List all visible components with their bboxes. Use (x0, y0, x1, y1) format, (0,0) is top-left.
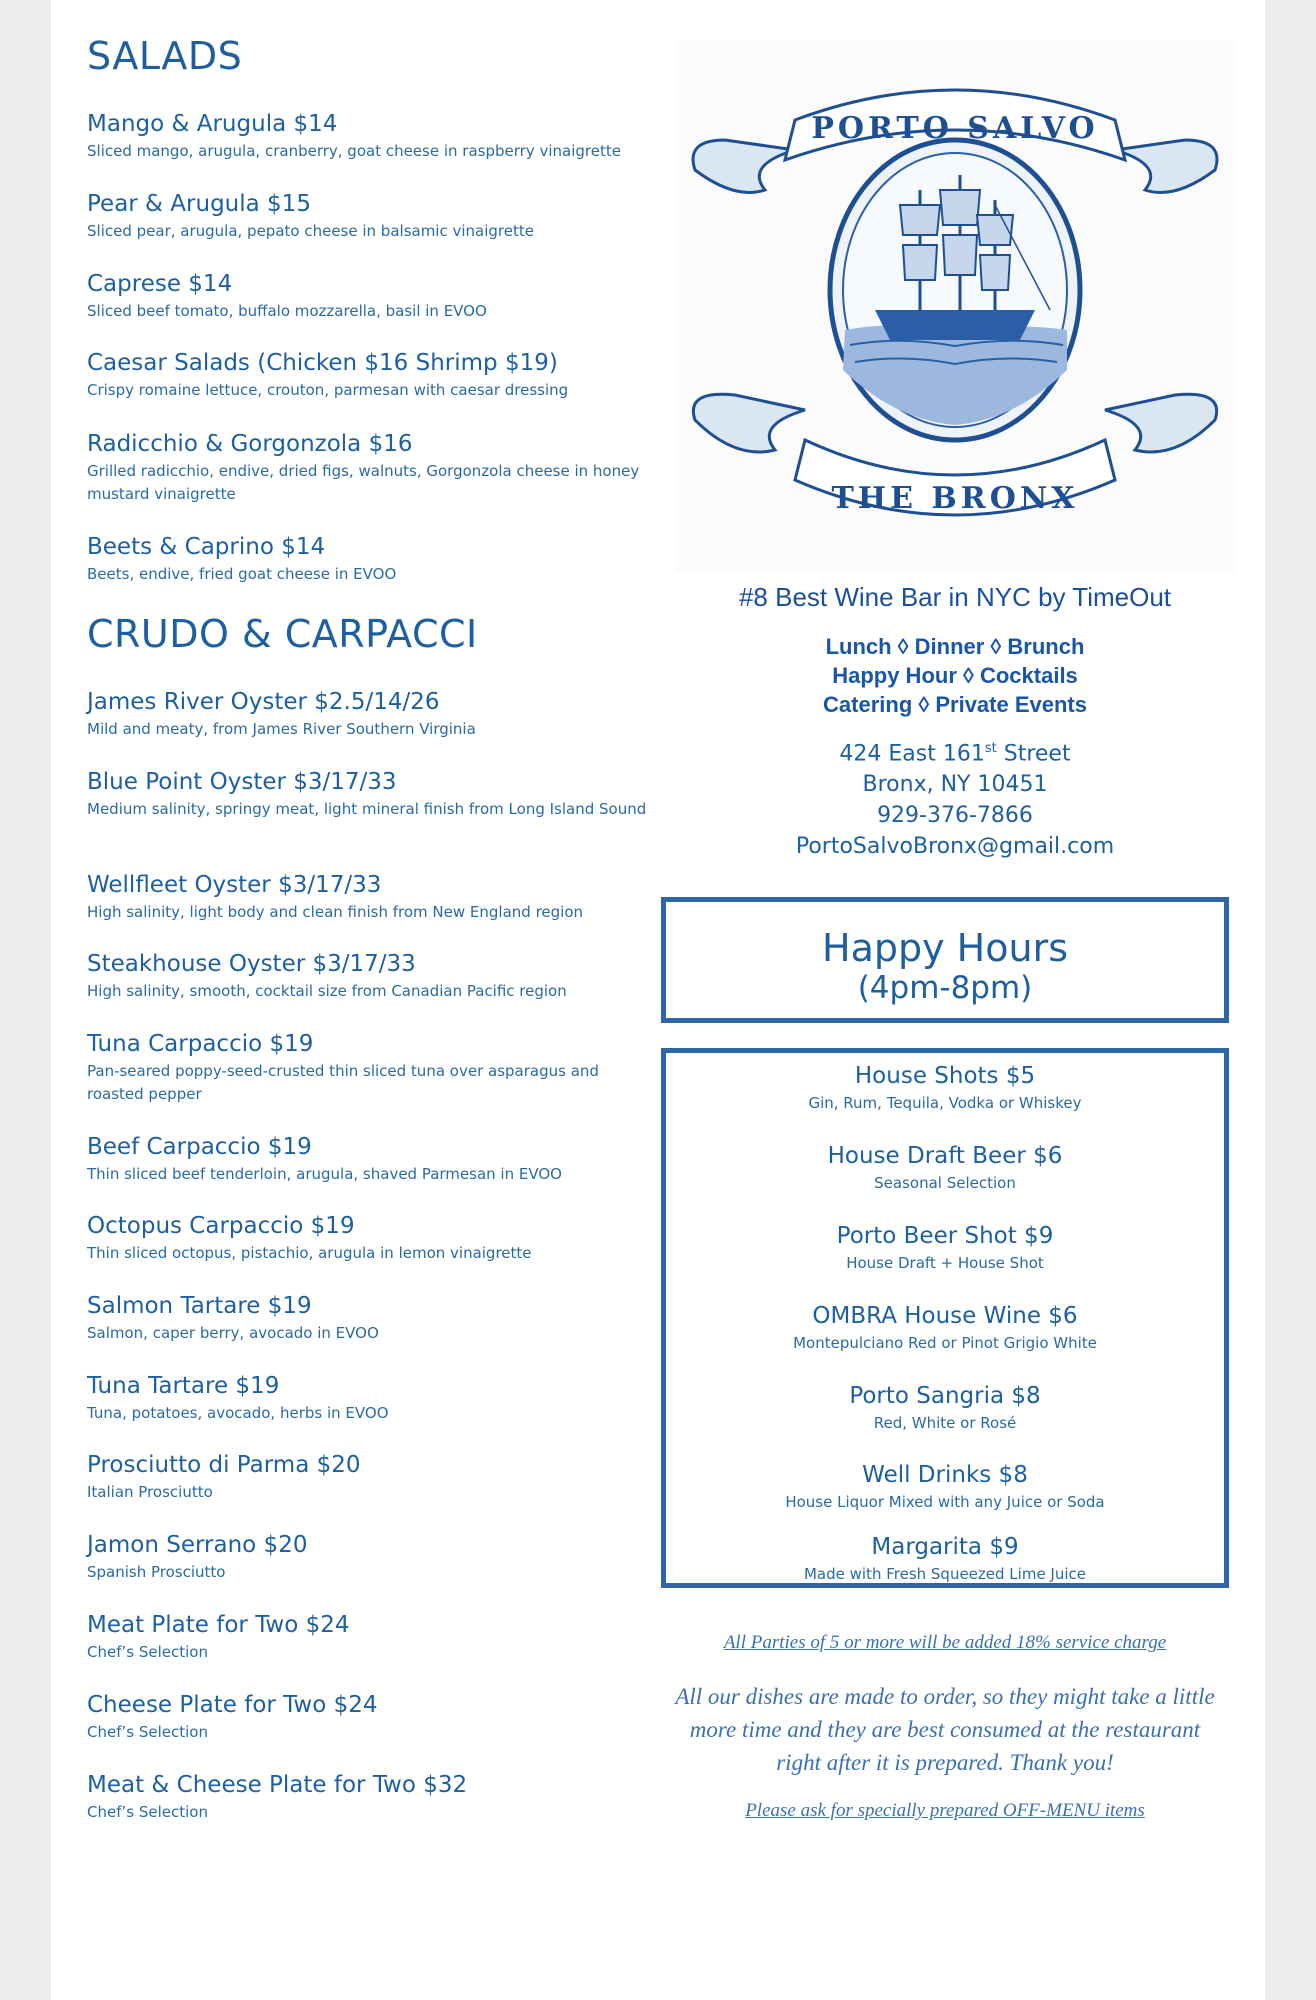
item-description: Sliced pear, arugula, pepato cheese in balsamic vinaigrette (87, 222, 534, 240)
drink-item (666, 1302, 1224, 1354)
item-description: Spanish Prosciutto (87, 1563, 226, 1581)
item-description: Chef’s Selection (87, 1723, 208, 1741)
menu-item (87, 1133, 677, 1186)
salads-heading: SALADS (87, 34, 243, 78)
item-name: Beets & Caprino $14 (87, 534, 326, 560)
item-description: Italian Prosciutto (87, 1483, 213, 1501)
item-description: Mild and meaty, from James River Southern Virginia (87, 720, 476, 738)
item-description: Salmon, caper berry, avocado in EVOO (87, 1324, 379, 1342)
item-name: Cheese Plate for Two $24 (87, 1692, 378, 1718)
item-name: Blue Point Oyster $3/17/33 (87, 769, 397, 795)
drink-name: House Draft Beer $6 (827, 1143, 1063, 1169)
drink-item (666, 1461, 1224, 1513)
item-description: Crispy romaine lettuce, crouton, parmesan with caesar dressing (87, 381, 569, 399)
drink-name: Well Drinks $8 (862, 1462, 1028, 1488)
crudo-heading: CRUDO & CARPACCI (87, 612, 478, 656)
item-name: Tuna Carpaccio $19 (87, 1031, 314, 1057)
item-name: James River Oyster $2.5/14/26 (87, 689, 440, 715)
drink-description: Made with Fresh Squeezed Lime Juice (803, 1565, 1087, 1583)
item-description: High salinity, light body and clean finish from New England region (87, 903, 584, 921)
happy-hours-time: (4pm-8pm) (857, 970, 1033, 1006)
drink-name: House Shots $5 (854, 1063, 1036, 1089)
drink-description: Montepulciano Red or Pinot Grigio White (793, 1334, 1097, 1352)
menu-item (87, 1030, 647, 1106)
drink-description: Gin, Rum, Tequila, Vodka or Whiskey (808, 1094, 1082, 1112)
item-description: Chef’s Selection (87, 1803, 208, 1821)
contact-info (675, 733, 1235, 862)
address-street: 424 East 161st Street (839, 741, 1071, 767)
item-name: Mango & Arugula $14 (87, 111, 338, 137)
logo-bottom-text: THE BRONX (831, 481, 1079, 516)
menu-item (87, 1771, 677, 1824)
item-description: Sliced mango, arugula, cranberry, goat cheese in raspberry vinaigrette (87, 142, 621, 160)
restaurant-logo (675, 40, 1235, 572)
menu-item (87, 1292, 677, 1345)
ship-emblem-icon (675, 40, 1235, 572)
menu-item (87, 1531, 677, 1584)
item-name: Wellfleet Oyster $3/17/33 (87, 872, 382, 898)
item-description: Thin sliced beef tenderloin, arugula, shaved Parmesan in EVOO (87, 1165, 562, 1183)
drink-name: OMBRA House Wine $6 (812, 1303, 1078, 1329)
phone-number[interactable]: 929-376-7866 (877, 803, 1033, 829)
item-description: Grilled radicchio, endive, dried figs, walnuts, Gorgonzola cheese in honey mustard vinaigrette (87, 462, 640, 503)
drink-description: House Draft + House Shot (846, 1254, 1044, 1272)
address-city: Bronx, NY 10451 (862, 772, 1048, 798)
item-name: Pear & Arugula $15 (87, 191, 311, 217)
menu-item (87, 110, 677, 163)
drink-description: Seasonal Selection (874, 1174, 1016, 1192)
happy-hours-title: Happy Hours (822, 926, 1068, 970)
drink-item (666, 1382, 1224, 1434)
services-line: Lunch ◊ Dinner ◊ Brunch (825, 634, 1085, 659)
item-name: Beef Carpaccio $19 (87, 1134, 312, 1160)
menu-item (87, 1691, 677, 1744)
drink-item (666, 1062, 1224, 1114)
service-charge-note: All Parties of 5 or more will be added 18% service charge (723, 1632, 1167, 1653)
logo-top-text: PORTO SALVO (811, 111, 1099, 146)
drink-description: House Liquor Mixed with any Juice or Soda (785, 1493, 1105, 1511)
menu-item (87, 349, 677, 402)
item-name: Radicchio & Gorgonzola $16 (87, 431, 413, 457)
item-name: Tuna Tartare $19 (87, 1373, 280, 1399)
item-description: Sliced beef tomato, buffalo mozzarella, basil in EVOO (87, 302, 487, 320)
menu-item (87, 1451, 677, 1504)
menu-item (87, 1372, 677, 1425)
tagline: #8 Best Wine Bar in NYC by TimeOut (738, 582, 1172, 612)
item-name: Meat Plate for Two $24 (87, 1612, 350, 1638)
drink-item (666, 1222, 1224, 1274)
menu-item (87, 871, 677, 924)
email-address[interactable]: PortoSalvoBronx@gmail.com (795, 834, 1115, 860)
drink-description: Red, White or Rosé (873, 1414, 1017, 1432)
menu-item (87, 270, 677, 323)
happy-hours-header (661, 897, 1229, 1023)
item-name: Meat & Cheese Plate for Two $32 (87, 1772, 468, 1798)
item-name: Salmon Tartare $19 (87, 1293, 312, 1319)
drink-name: Margarita $9 (871, 1534, 1019, 1560)
menu-item (87, 190, 677, 243)
item-description: Medium salinity, springy meat, light mineral finish from Long Island Sound (87, 800, 647, 818)
menu-item (87, 430, 647, 506)
item-name: Prosciutto di Parma $20 (87, 1452, 361, 1478)
item-name: Octopus Carpaccio $19 (87, 1213, 355, 1239)
made-to-order-note: All our dishes are made to order, so they might take a little more time and they are best consumed at the restaurant right after it is prepared. Thank you! (675, 1684, 1215, 1775)
item-name: Caprese $14 (87, 271, 233, 297)
menu-item (87, 1212, 677, 1265)
item-name: Caesar Salads (Chicken $16 Shrimp $19) (87, 350, 558, 376)
services-line: Happy Hour ◊ Cocktails (832, 663, 1078, 688)
drink-name: Porto Beer Shot $9 (836, 1223, 1054, 1249)
item-description: High salinity, smooth, cocktail size from Canadian Pacific region (87, 982, 567, 1000)
menu-item (87, 1611, 677, 1664)
happy-hours-drinks (661, 1048, 1229, 1588)
item-name: Steakhouse Oyster $3/17/33 (87, 951, 416, 977)
item-description: Pan-seared poppy-seed-crusted thin sliced tuna over asparagus and roasted pepper (87, 1062, 599, 1103)
off-menu-note: Please ask for specially prepared OFF-MENU items (745, 1800, 1145, 1821)
item-name: Jamon Serrano $20 (87, 1532, 308, 1558)
item-description: Tuna, potatoes, avocado, herbs in EVOO (87, 1404, 389, 1422)
menu-page (51, 0, 1265, 2000)
drink-item (666, 1533, 1224, 1585)
item-description: Beets, endive, fried goat cheese in EVOO (87, 565, 397, 583)
item-description: Chef’s Selection (87, 1643, 208, 1661)
menu-item (87, 768, 647, 821)
services-line: Catering ◊ Private Events (823, 692, 1087, 717)
drink-name: Porto Sangria $8 (849, 1383, 1041, 1409)
menu-item (87, 533, 677, 586)
services-list (675, 632, 1235, 719)
menu-item (87, 950, 677, 1003)
menu-item (87, 688, 677, 741)
item-description: Thin sliced octopus, pistachio, arugula in lemon vinaigrette (87, 1244, 532, 1262)
drink-item (666, 1142, 1224, 1194)
